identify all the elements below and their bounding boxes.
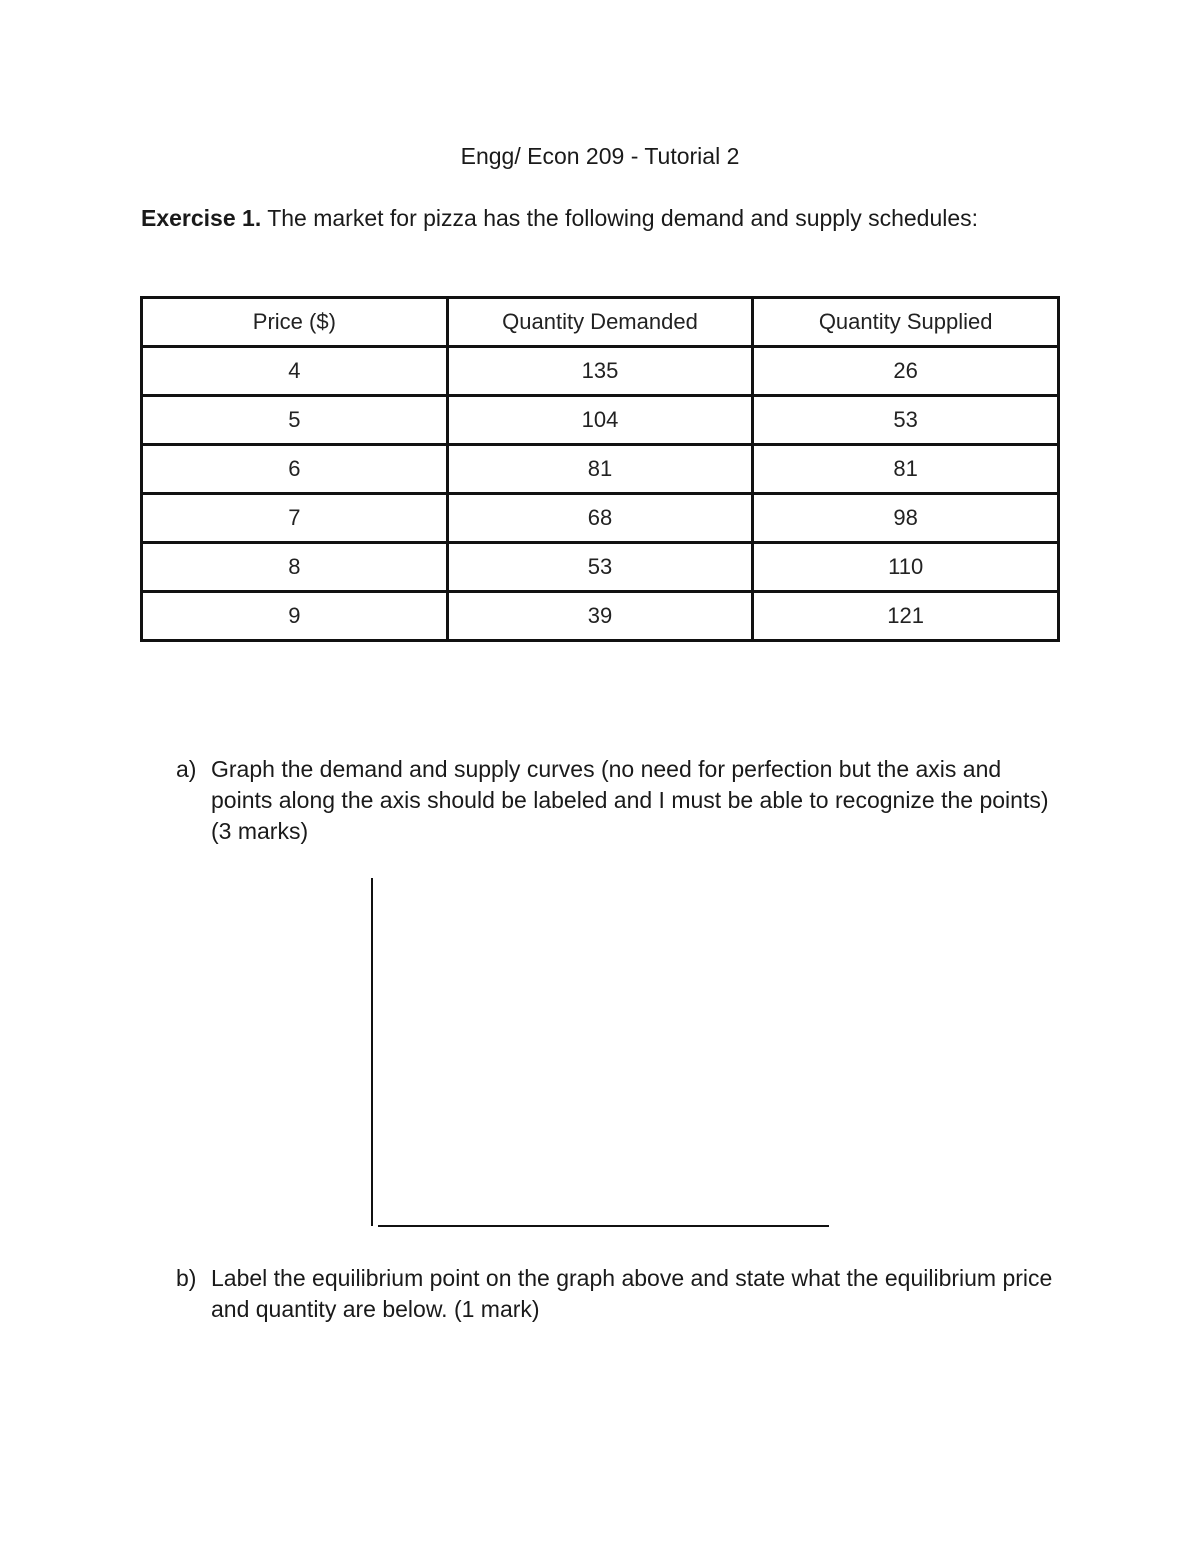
cell-quantity-supplied: 110 (753, 543, 1059, 592)
cell-quantity-supplied: 26 (753, 347, 1059, 396)
cell-price: 7 (142, 494, 448, 543)
cell-quantity-demanded: 68 (447, 494, 753, 543)
cell-quantity-supplied: 98 (753, 494, 1059, 543)
cell-quantity-supplied: 81 (753, 445, 1059, 494)
cell-quantity-supplied: 53 (753, 396, 1059, 445)
header-quantity-supplied: Quantity Supplied (753, 298, 1059, 347)
exercise-label: Exercise 1. (141, 205, 262, 231)
demand-supply-table (140, 296, 1060, 642)
header-quantity-demanded: Quantity Demanded (447, 298, 753, 347)
question-a-text: Graph the demand and supply curves (no need for perfection but the axis and points along the axis should be labeled and I must be able to recognize the points) (3 marks) (211, 756, 1049, 844)
cell-quantity-supplied: 121 (753, 592, 1059, 641)
exercise-intro (141, 204, 978, 232)
table-header-row (142, 298, 1059, 347)
blank-graph-axes (370, 878, 830, 1228)
cell-price: 6 (142, 445, 448, 494)
cell-price: 5 (142, 396, 448, 445)
table-row (142, 494, 1059, 543)
cell-quantity-demanded: 39 (447, 592, 753, 641)
table-row (142, 543, 1059, 592)
table-row (142, 445, 1059, 494)
question-b-text: Label the equilibrium point on the graph above and state what the equilibrium price and quantity are below. (1 mark) (211, 1265, 1053, 1322)
cell-quantity-demanded: 135 (447, 347, 753, 396)
table-row (142, 347, 1059, 396)
question-b (176, 1263, 1056, 1325)
exercise-text: The market for pizza has the following demand and supply schedules: (261, 205, 979, 231)
table-row (142, 592, 1059, 641)
cell-price: 8 (142, 543, 448, 592)
header-price: Price ($) (142, 298, 448, 347)
question-b-marker: b) (176, 1265, 197, 1291)
cell-quantity-demanded: 104 (447, 396, 753, 445)
question-a-marker: a) (176, 756, 197, 782)
cell-quantity-demanded: 53 (447, 543, 753, 592)
cell-price: 9 (142, 592, 448, 641)
cell-price: 4 (142, 347, 448, 396)
cell-quantity-demanded: 81 (447, 445, 753, 494)
page-title: Engg/ Econ 209 - Tutorial 2 (460, 143, 740, 169)
table-row (142, 396, 1059, 445)
question-a (176, 754, 1056, 847)
